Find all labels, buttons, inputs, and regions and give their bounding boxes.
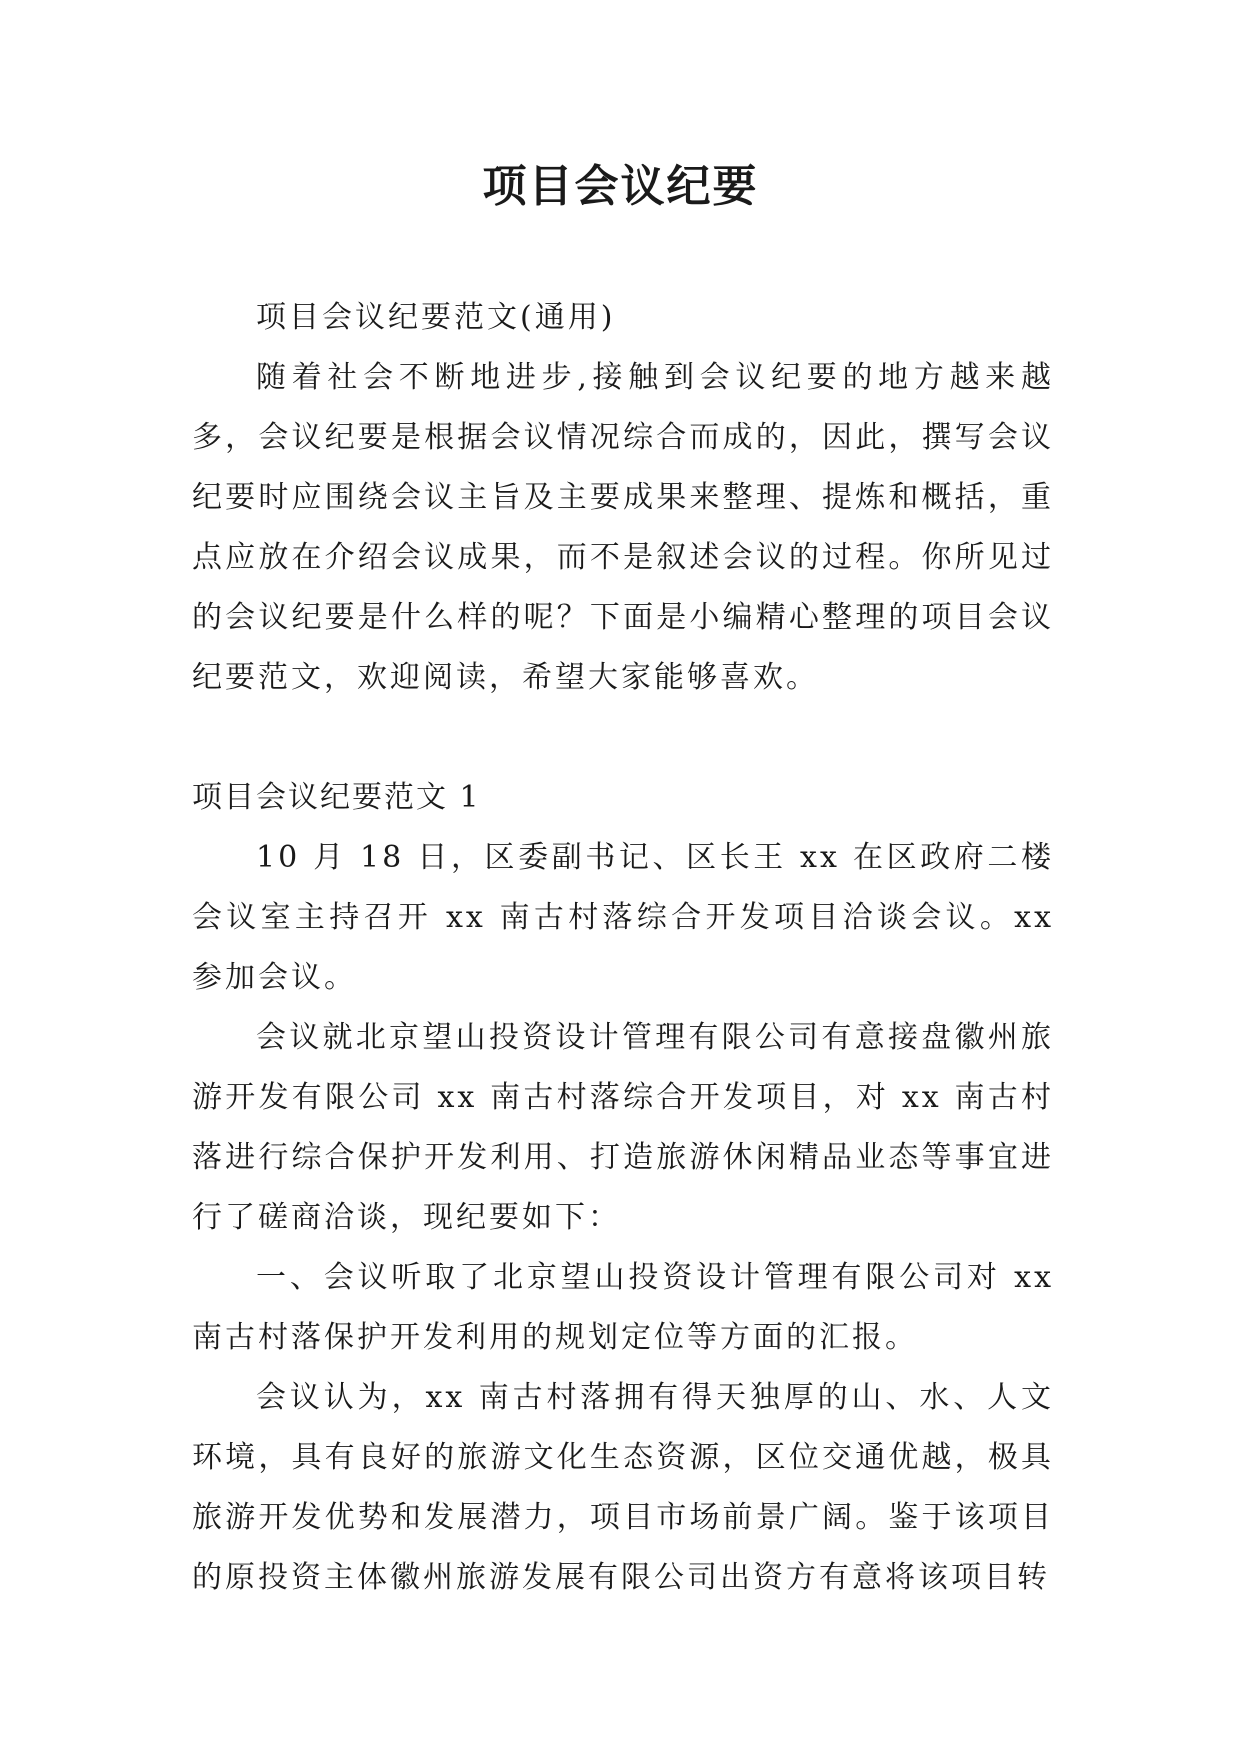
body-paragraph: 10 月 18 日，区委副书记、区长王 xx 在区政府二楼会议室主持召开 xx 南古村落综合开发项目洽谈会议。xx 参加会议。 <box>192 840 1054 995</box>
document-title: 项目会议纪要 <box>482 161 759 212</box>
document-subtitle: 项目会议纪要范文(通用) <box>256 300 616 335</box>
section-heading: 项目会议纪要范文 1 <box>192 780 481 815</box>
body-paragraph: 会议就北京望山投资设计管理有限公司有意接盘徽州旅游开发有限公司 xx 南古村落综合开发项目，对 xx 南古村落进行综合保护开发利用、打造旅游休闲精品业态等事宜进行了磋商洽谈，现纪要如下： <box>192 1020 1054 1235</box>
document-body <box>192 288 1054 1608</box>
intro-paragraph: 随着社会不断地进步,接触到会议纪要的地方越来越多，会议纪要是根据会议情况综合而成的，因此，撰写会议纪要时应围绕会议主旨及主要成果来整理、提炼和概括，重点应放在介绍会议成果，而不是叙述会议的过程。你所见过的会议纪要是什么样的呢？下面是小编精心整理的项目会议纪要范文，欢迎阅读，希望大家能够喜欢。 <box>192 360 1054 695</box>
section-spacer <box>192 708 1054 768</box>
body-paragraph: 一、会议听取了北京望山投资设计管理有限公司对 xx 南古村落保护开发利用的规划定位等方面的汇报。 <box>192 1260 1054 1355</box>
body-paragraph: 会议认为，xx 南古村落拥有得天独厚的山、水、人文环境，具有良好的旅游文化生态资源，区位交通优越，极具旅游开发优势和发展潜力，项目市场前景广阔。鉴于该项目的原投资主体徽州旅游发展有限公司出资方有意将该项目转 <box>192 1380 1054 1595</box>
